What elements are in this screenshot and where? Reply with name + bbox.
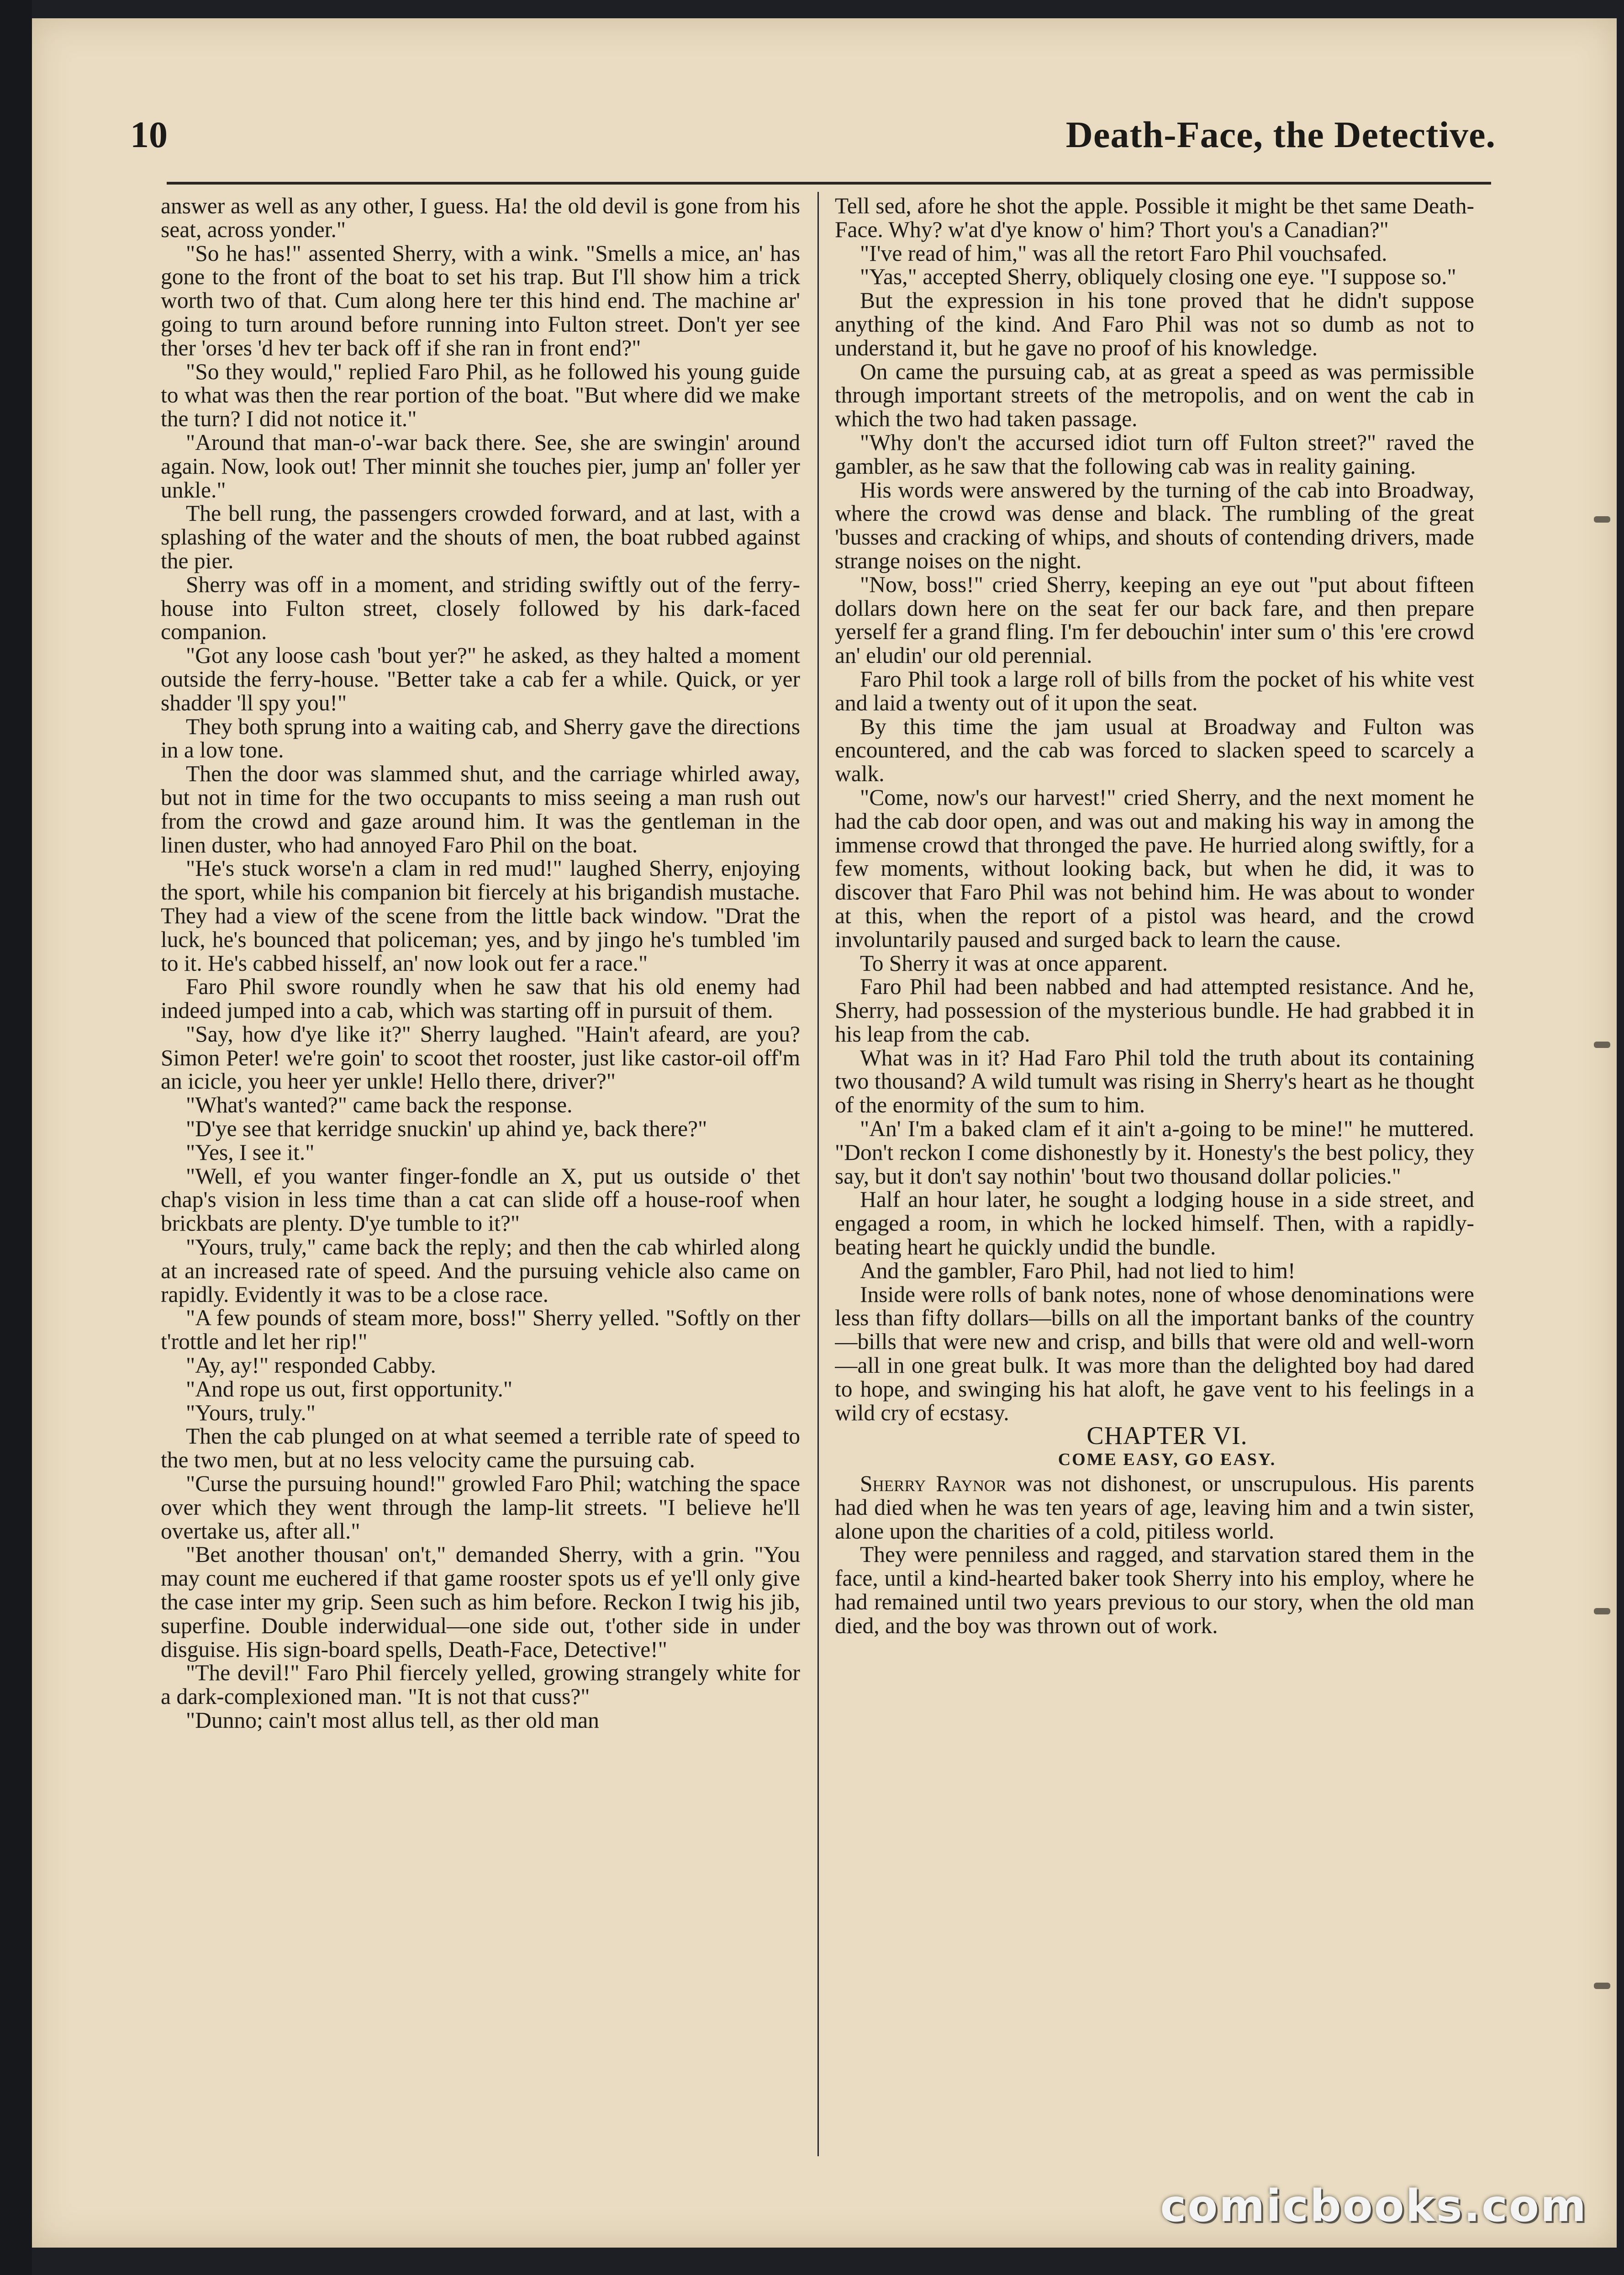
paragraph: But the expression in his tone proved that he didn't suppose anything of the kind. And Faro Phil was not so dumb as not to understand it, but he gave no proof of his knowledge. xyxy=(835,288,1474,360)
staple-mark xyxy=(1594,1983,1610,1989)
scan-edge xyxy=(0,0,32,2275)
right-column xyxy=(835,194,1474,2149)
paragraph: Then the cab plunged on at what seemed a terrible rate of speed to the two men, but at no less velocity came the pursuing cab. xyxy=(161,1423,800,1473)
paragraph: On came the pursuing cab, at as great a speed as was permissible through important streets of the metropolis, and on went the cab in which the two had taken passage. xyxy=(835,359,1474,432)
paragraph: "Yes, I see it." xyxy=(186,1139,315,1165)
paragraph: "And rope us out, first opportunity." xyxy=(186,1376,513,1402)
chapter-heading: CHAPTER VI. xyxy=(1086,1422,1248,1450)
paragraph: "D'ye see that kerridge snuckin' up ahind ye, back there?" xyxy=(186,1116,707,1142)
staple-mark xyxy=(1594,516,1610,523)
paragraph: "Why don't the accursed idiot turn off Fulton street?" raved the gambler, as he saw that the following cab was in reality gaining. xyxy=(835,429,1474,479)
left-column xyxy=(161,194,800,2149)
paragraph: "Come, now's our harvest!" cried Sherry, and the next moment he had the cab door open, and was out and making his way in among the immense crowd that thronged the pave. He hurried along swiftly, for a few moments, without looking back, but when he did, it was to discover that Faro Phil was not behind him. He was about to wonder at this, when the report of a pistol was heard, and the crowd involuntarily paused and surged back to learn the cause. xyxy=(835,784,1474,952)
paragraph-text: They were penniless and ragged, and starvation stared them in the face, until a kind-hearted baker took Sherry into his employ, where he had remained until two years previous to our story, when the old man died, and the boy was thrown out of work. xyxy=(835,1542,1474,1638)
paragraph: Faro Phil had been nabbed and had attempted resistance. And he, Sherry, had possession of the mysterious bundle. He had grabbed it in his leap from the cab. xyxy=(835,974,1474,1047)
paragraph: "Say, how d'ye like it?" Sherry laughed. "Hain't afeard, are you? Simon Peter! we're goin' to scoot thet rooster, just like castor-oil off'm an icicle, you heer yer unkle! Hello there, driver?" xyxy=(161,1021,800,1094)
column-divider xyxy=(817,192,819,2156)
paragraph: Half an hour later, he sought a lodging house in a side street, and engaged a room, in which he locked himself. Then, with a rapidly-beating heart he quickly undid the bundle. xyxy=(835,1187,1474,1260)
paragraph: "Ay, ay!" responded Cabby. xyxy=(186,1353,436,1378)
paragraph: They both sprung into a waiting cab, and Sherry gave the directions in a low tone. xyxy=(161,714,800,763)
paragraph: "Dunno; cain't most allus tell, as ther old man xyxy=(186,1708,599,1733)
header-rule xyxy=(167,182,1491,185)
paragraph: His words were answered by the turning of the cab into Broadway, where the crowd was dense and black. The rumbling of the great 'busses and cracking of whips, and shouts of contending drivers, made strange noises on the night. xyxy=(835,477,1474,573)
paragraph: "Yours, truly." xyxy=(186,1400,316,1425)
paragraph: Faro Phil took a large roll of bills from the pocket of his white vest and laid a twenty out of it upon the seat. xyxy=(835,666,1474,715)
paragraph: "I've read of him," was all the retort Faro Phil vouchsafed. xyxy=(860,240,1387,266)
paragraph: To Sherry it was at once apparent. xyxy=(860,950,1168,976)
paragraph: Faro Phil swore roundly when he saw that his old enemy had indeed jumped into a cab, which was starting off in pursuit of them. xyxy=(161,974,800,1023)
chapter-lead-name: Sherry Raynor xyxy=(860,1471,1007,1497)
paragraph xyxy=(835,1472,1474,1543)
paragraph: "Well, ef you wanter finger-fondle an X, put us outside o' thet chap's vision in less time than a cat can slide off a house-roof when brickbats are plenty. D'ye tumble to it?" xyxy=(161,1163,800,1236)
paragraph: "A few pounds of steam more, boss!" Sherry yelled. "Softly on ther t'rottle and let her rip!" xyxy=(161,1305,800,1354)
paragraph: Tell sed, afore he shot the apple. Possible it might be thet same Death-Face. Why? w'at d'ye know o' him? Thort you's a Canadian?" xyxy=(835,194,1474,242)
paragraph: "Around that man-o'-war back there. See, she are swingin' around again. Now, look out! Ther minnit she touches pier, jump an' foller yer unkle." xyxy=(161,429,800,503)
paragraph: Inside were rolls of bank notes, none of whose denominations were less than fifty dollars—bills on all the important banks of the country—bills that were new and crisp, and bills that were old and well-worn—all in one great bulk. It was more than the delighted boy had dared to hope, and swinging his hat aloft, he gave vent to his feelings in a wild cry of ecstasy. xyxy=(835,1281,1474,1425)
paragraph xyxy=(835,1543,1474,1637)
paragraph: "He's stuck worse'n a clam in red mud!" laughed Sherry, enjoying the sport, while his companion bit fiercely at his brigandish mustache. They had a view of the scene from the little back window. "Drat the luck, he's bounced that policeman; yes, and by jingo he's tumbled 'im to it. He's cabbed hisself, an' now look out fer a race." xyxy=(161,856,800,976)
paragraph-text: was not dishonest, or unscrupulous. His parents had died when he was ten years of age, leaving him and a twin sister, alone upon the charities of a cold, pitiless world. xyxy=(835,1471,1474,1544)
paragraph: "Yas," accepted Sherry, obliquely closing one eye. "I suppose so." xyxy=(860,264,1456,290)
paragraph: The bell rung, the passengers crowded forward, and at last, with a splashing of the water and the shouts of men, the boat rubbed against the pier. xyxy=(161,501,800,573)
paragraph: "Got any loose cash 'bout yer?" he asked, as they halted a moment outside the ferry-house. "Better take a cab fer a while. Quick, or yer shadder 'll spy you!" xyxy=(161,643,800,715)
paragraph: "Now, boss!" cried Sherry, keeping an eye out "put about fifteen dollars down here on the seat fer our back fare, and then prepare yerself fer a grand fling. I'm fer debouchin' inter sum o' this 'ere crowd an' eludin' our old perennial. xyxy=(835,571,1474,668)
paragraph: "An' I'm a baked clam ef it ain't a-going to be mine!" he muttered. "Don't reckon I come dishonestly by it. Honesty's the best policy, they say, but it don't say nothin' 'bout two thousand dollar policies." xyxy=(835,1116,1474,1189)
page-header xyxy=(130,113,1496,168)
paragraph: "The devil!" Faro Phil fiercely yelled, growing strangely white for a dark-complexioned man. "It is not that cuss?" xyxy=(161,1660,800,1709)
watermark: comicbooks.com xyxy=(1160,2180,1587,2232)
paragraph: "So they would," replied Faro Phil, as he followed his young guide to what was then the rear portion of the boat. "But where did we make the turn? I did not notice it." xyxy=(161,359,800,432)
paragraph: "Yours, truly," came back the reply; and then the cab whirled along at an increased rate of speed. And the pursuing vehicle also came on rapidly. Evidently it was to be a close race. xyxy=(161,1234,800,1307)
paragraph: What was in it? Had Faro Phil told the truth about its containing two thousand? A wild tumult was rising in Sherry's heart as he thought of the enormity of the sum to him. xyxy=(835,1045,1474,1118)
paragraph: "Bet another thousan' on't," demanded Sherry, with a grin. "You may count me euchered if that game rooster spots us ef ye'll only give the case inter my grip. Seen such as him before. Reckon I twig his jib, superfine. Double inderwidual—one side out, t'other side in under disguise. His sign-board spells, Death-Face, Detective!" xyxy=(161,1542,800,1662)
page-number: 10 xyxy=(130,114,168,155)
paragraph: By this time the jam usual at Broadway and Fulton was encountered, and the cab was forced to slacken speed to scarcely a walk. xyxy=(835,714,1474,787)
paragraph: And the gambler, Faro Phil, had not lied to him! xyxy=(860,1258,1296,1283)
paragraph: "Curse the pursuing hound!" growled Faro Phil; watching the space over which they went through the lamp-lit streets. "I believe he'll overtake us, after all." xyxy=(161,1471,800,1544)
paragraph: Then the door was slammed shut, and the carriage whirled away, but not in time for the two occupants to miss seeing a man rush out from the crowd and gaze around him. It was the gentleman in the linen duster, who had annoyed Faro Phil on the boat. xyxy=(161,761,800,857)
paragraph: answer as well as any other, I guess. Ha! the old devil is gone from his seat, across yonder." xyxy=(161,194,800,242)
paragraph: Sherry was off in a moment, and striding swiftly out of the ferry-house into Fulton street, closely followed by his dark-faced companion. xyxy=(161,571,800,645)
staple-mark xyxy=(1594,1608,1610,1614)
chapter-subtitle: COME EASY, GO EASY. xyxy=(1058,1450,1276,1470)
paragraph: "What's wanted?" came back the response. xyxy=(186,1092,573,1118)
paragraph: "So he has!" assented Sherry, with a wink. "Smells a mice, an' has gone to the front of the boat to set his trap. But I'll show him a trick worth two of that. Cum along here ter this hind end. The machine ar' going to turn around before running into Fulton street. Don't yer see ther 'orses 'd hev ter back off if she ran in front end?" xyxy=(161,240,800,360)
running-title: Death-Face, the Detective. xyxy=(1065,114,1496,155)
staple-mark xyxy=(1594,1042,1610,1048)
